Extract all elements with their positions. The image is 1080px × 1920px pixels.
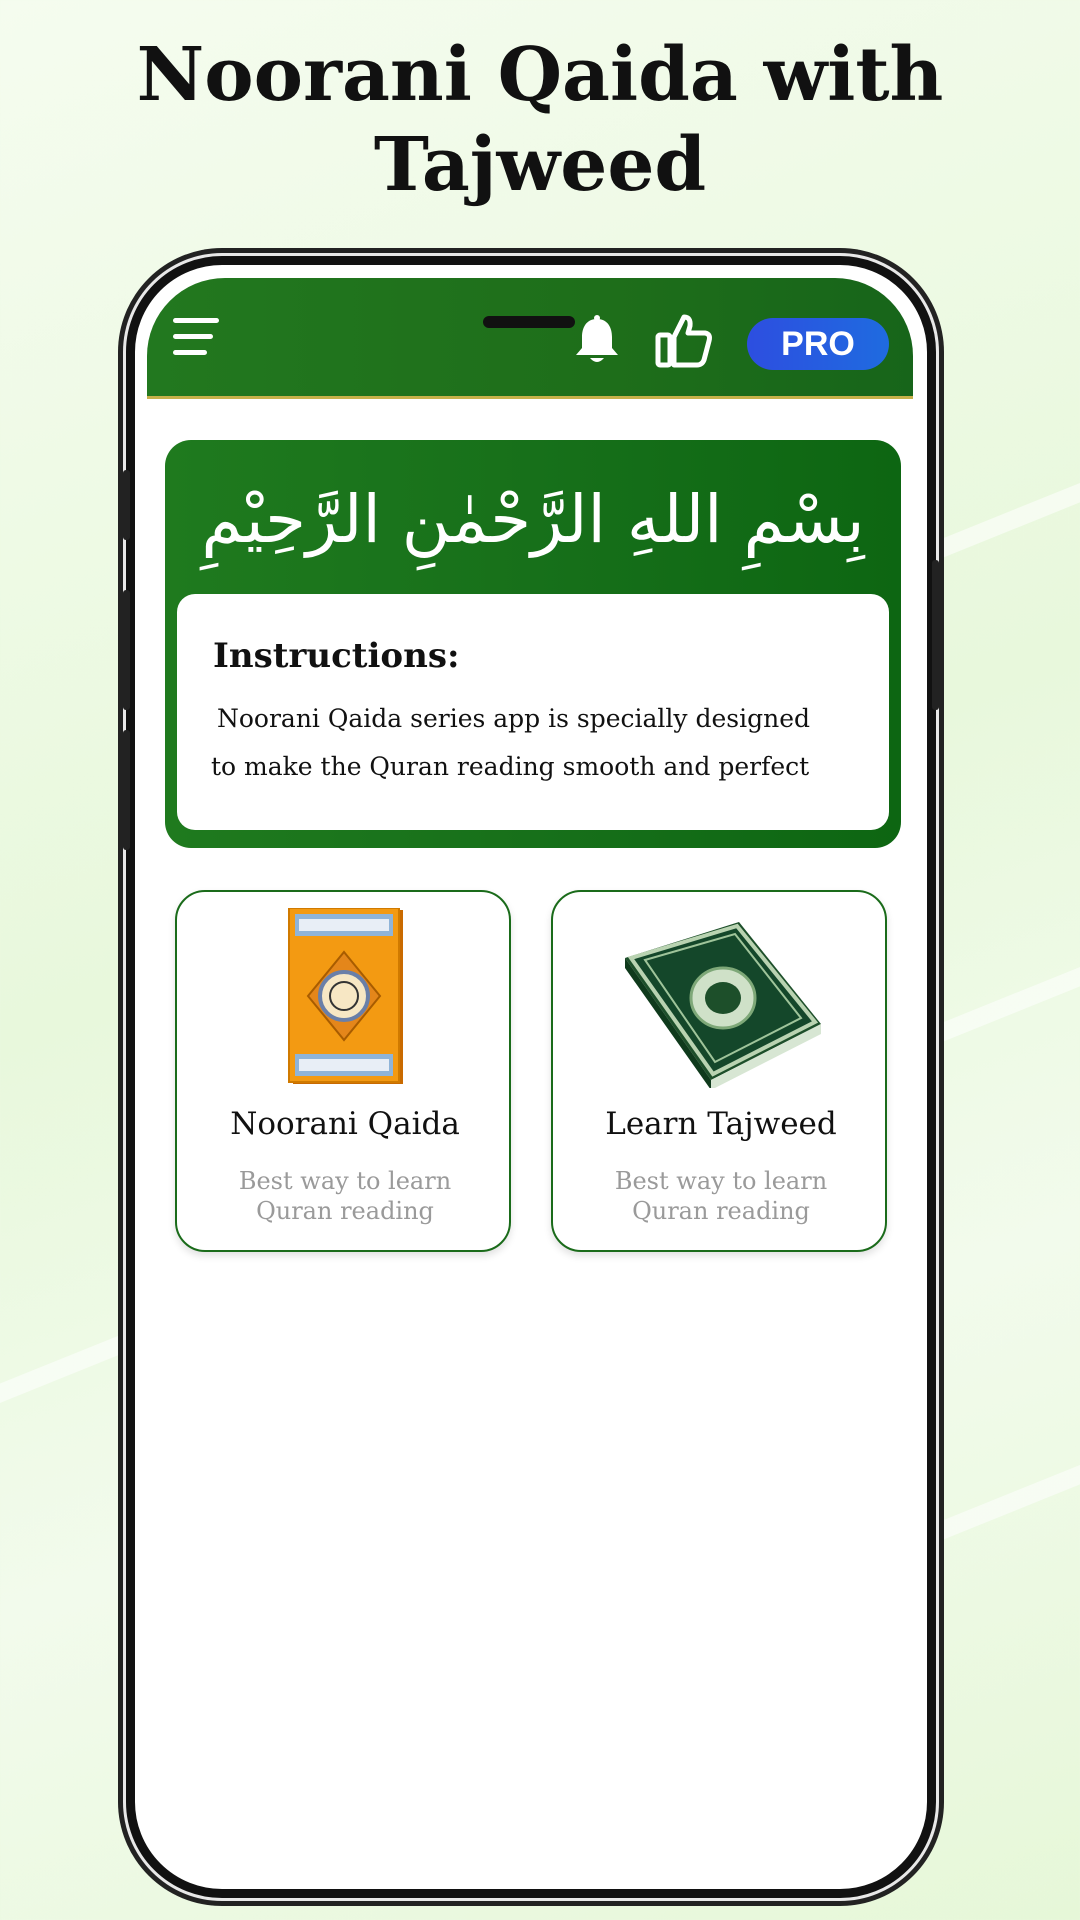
phone-side-button (123, 730, 130, 850)
app-bar (147, 278, 913, 399)
instructions-text-line-2: to make the Quran reading smooth and perfect (211, 752, 810, 781)
phone-side-button (932, 560, 939, 710)
card-subtitle: Best way to learn Quran reading (614, 1167, 828, 1225)
card-subtitle: Best way to learn Quran reading (238, 1167, 452, 1225)
phone-side-button (123, 590, 130, 710)
bismillah-calligraphy: بِسْمِ اللهِ الرَّحْمٰنِ الرَّحِيْمِ (201, 481, 865, 558)
phone-side-button (123, 470, 130, 540)
learn-tajweed-card[interactable] (551, 890, 887, 1252)
pro-upgrade-button[interactable]: PRO (747, 318, 889, 370)
noorani-qaida-card[interactable] (175, 890, 511, 1252)
qaida-book-icon (177, 908, 513, 1088)
app-screen (147, 278, 913, 1876)
bell-icon[interactable] (571, 314, 623, 366)
camera-notch (483, 316, 575, 328)
header-card (165, 440, 901, 848)
thumbs-up-icon[interactable] (655, 312, 713, 368)
instructions-box (177, 594, 889, 830)
promo-title: Noorani Qaida with Tajweed (136, 32, 944, 208)
card-title: Learn Tajweed (605, 1106, 837, 1142)
instructions-heading: Instructions: (213, 636, 460, 676)
hamburger-menu-icon[interactable] (173, 316, 219, 358)
instructions-text-line-1: Noorani Qaida series app is specially designed (217, 704, 811, 733)
card-title: Noorani Qaida (230, 1106, 460, 1142)
quran-book-icon (553, 908, 889, 1088)
